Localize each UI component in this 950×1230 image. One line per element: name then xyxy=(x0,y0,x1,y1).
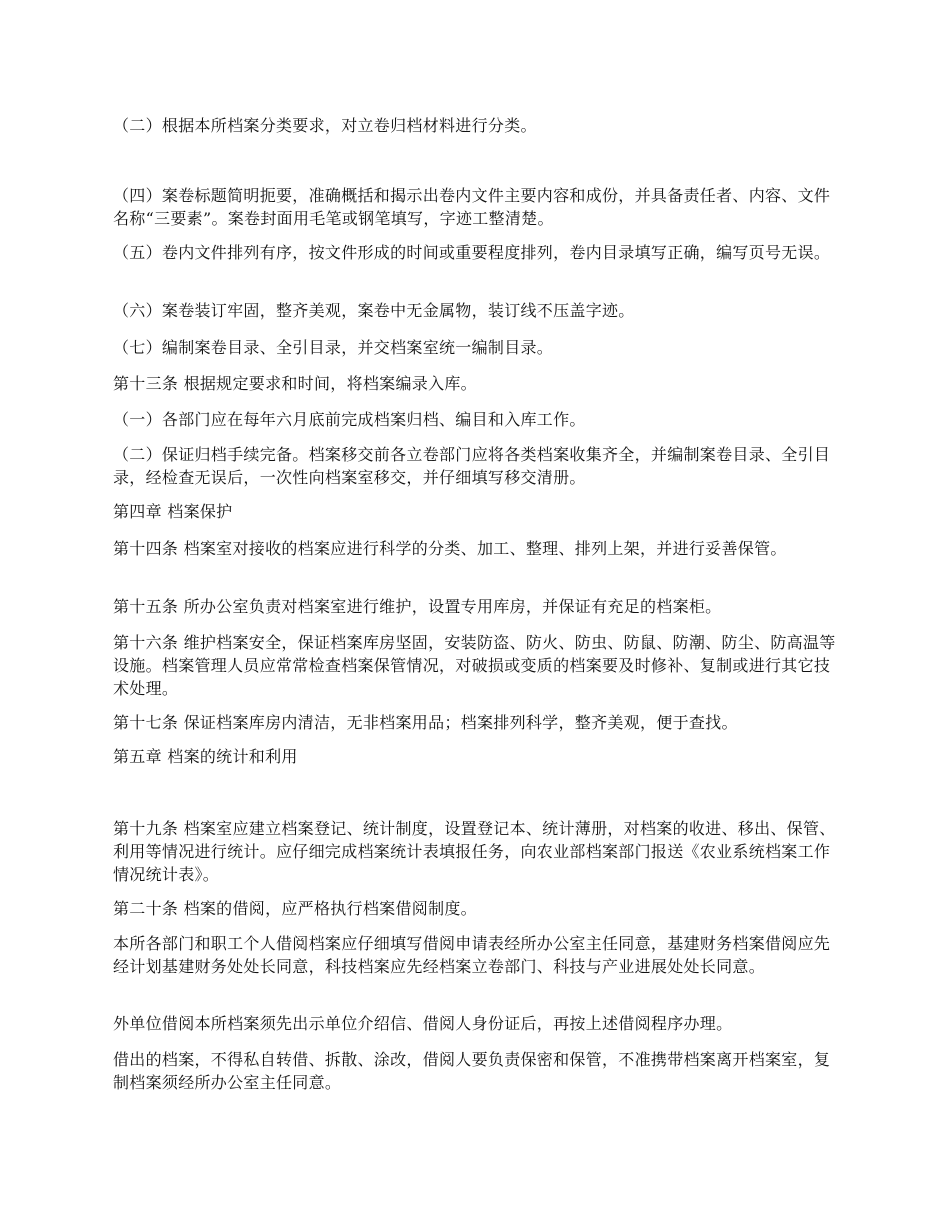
paragraph-borrow-rules: 借出的档案，不得私自转借、拆散、涂改，借阅人要负责保密和保管，不准携带档案离开档案室，复制档案须经所办公室主任同意。 xyxy=(113,1050,831,1092)
paragraph-title-requirements: （四）案卷标题简明扼要，准确概括和揭示出卷内文件主要内容和成份，并具备责任者、内容、文件名称“三要素”。案卷封面用毛笔或钢笔填写，字迹工整清楚。 xyxy=(113,186,831,228)
article-20: 第二十条 档案的借阅，应严格执行档案借阅制度。 xyxy=(113,899,477,918)
article-15: 第十五条 所办公室负责对档案室进行维护，设置专用库房，并保证有充足的档案柜。 xyxy=(113,597,722,616)
article-13: 第十三条 根据规定要求和时间，将档案编录入库。 xyxy=(113,374,477,393)
paragraph-catalog: （七）编制案卷目录、全引目录，并交档案室统一编制目录。 xyxy=(113,338,554,357)
article-17: 第十七条 保证档案库房内清洁，无非档案用品；档案排列科学，整齐美观，便于查找。 xyxy=(113,713,738,732)
article-14: 第十四条 档案室对接收的档案应进行科学的分类、加工、整理、排列上架，并进行妥善保管。 xyxy=(113,539,787,558)
paragraph-external-borrow: 外单位借阅本所档案须先出示单位介绍信、借阅人身份证后，再按上述借阅程序办理。 xyxy=(113,1014,733,1033)
paragraph-internal-borrow: 本所各部门和职工个人借阅档案应仔细填写借阅申请表经所办公室主任同意，基建财务档案借阅应先经计划基建财务处处长同意，科技档案应先经档案立卷部门、科技与产业进展处处长同意。 xyxy=(113,934,831,976)
paragraph-binding: （六）案卷装订牢固，整齐美观，案卷中无金属物，装订线不压盖字迹。 xyxy=(113,301,635,320)
paragraph-handover: （二）保证归档手续完备。档案移交前各立卷部门应将各类档案收集齐全，并编制案卷目录、全引目录，经检查无误后，一次性向档案室移交，并仔细填写移交清册。 xyxy=(113,445,831,487)
paragraph-deadline: （一）各部门应在每年六月底前完成档案归档、编目和入库工作。 xyxy=(113,410,586,429)
article-19: 第十九条 档案室应建立档案登记、统计制度，设置登记本、统计薄册，对档案的收进、移出、保管、利用等情况进行统计。应仔细完成档案统计表填报任务，向农业部档案部门报送《农业系统档案工作情况统计表》。 xyxy=(113,819,836,884)
chapter-4-heading: 第四章 档案保护 xyxy=(113,502,233,521)
chapter-5-heading: 第五章 档案的统计和利用 xyxy=(113,747,298,766)
paragraph-file-order: （五）卷内文件排列有序，按文件形成的时间或重要程度排列，卷内目录填写正确，编写页号无误。 xyxy=(113,243,831,262)
article-16: 第十六条 维护档案安全，保证档案库房坚固，安装防盗、防火、防虫、防鼠、防潮、防尘、防高温等设施。档案管理人员应常常检查档案保管情况，对破损或变质的档案要及时修补、复制或进行其它技术处理。 xyxy=(113,633,836,698)
paragraph-classify: （二）根据本所档案分类要求，对立卷归档材料进行分类。 xyxy=(113,116,537,135)
